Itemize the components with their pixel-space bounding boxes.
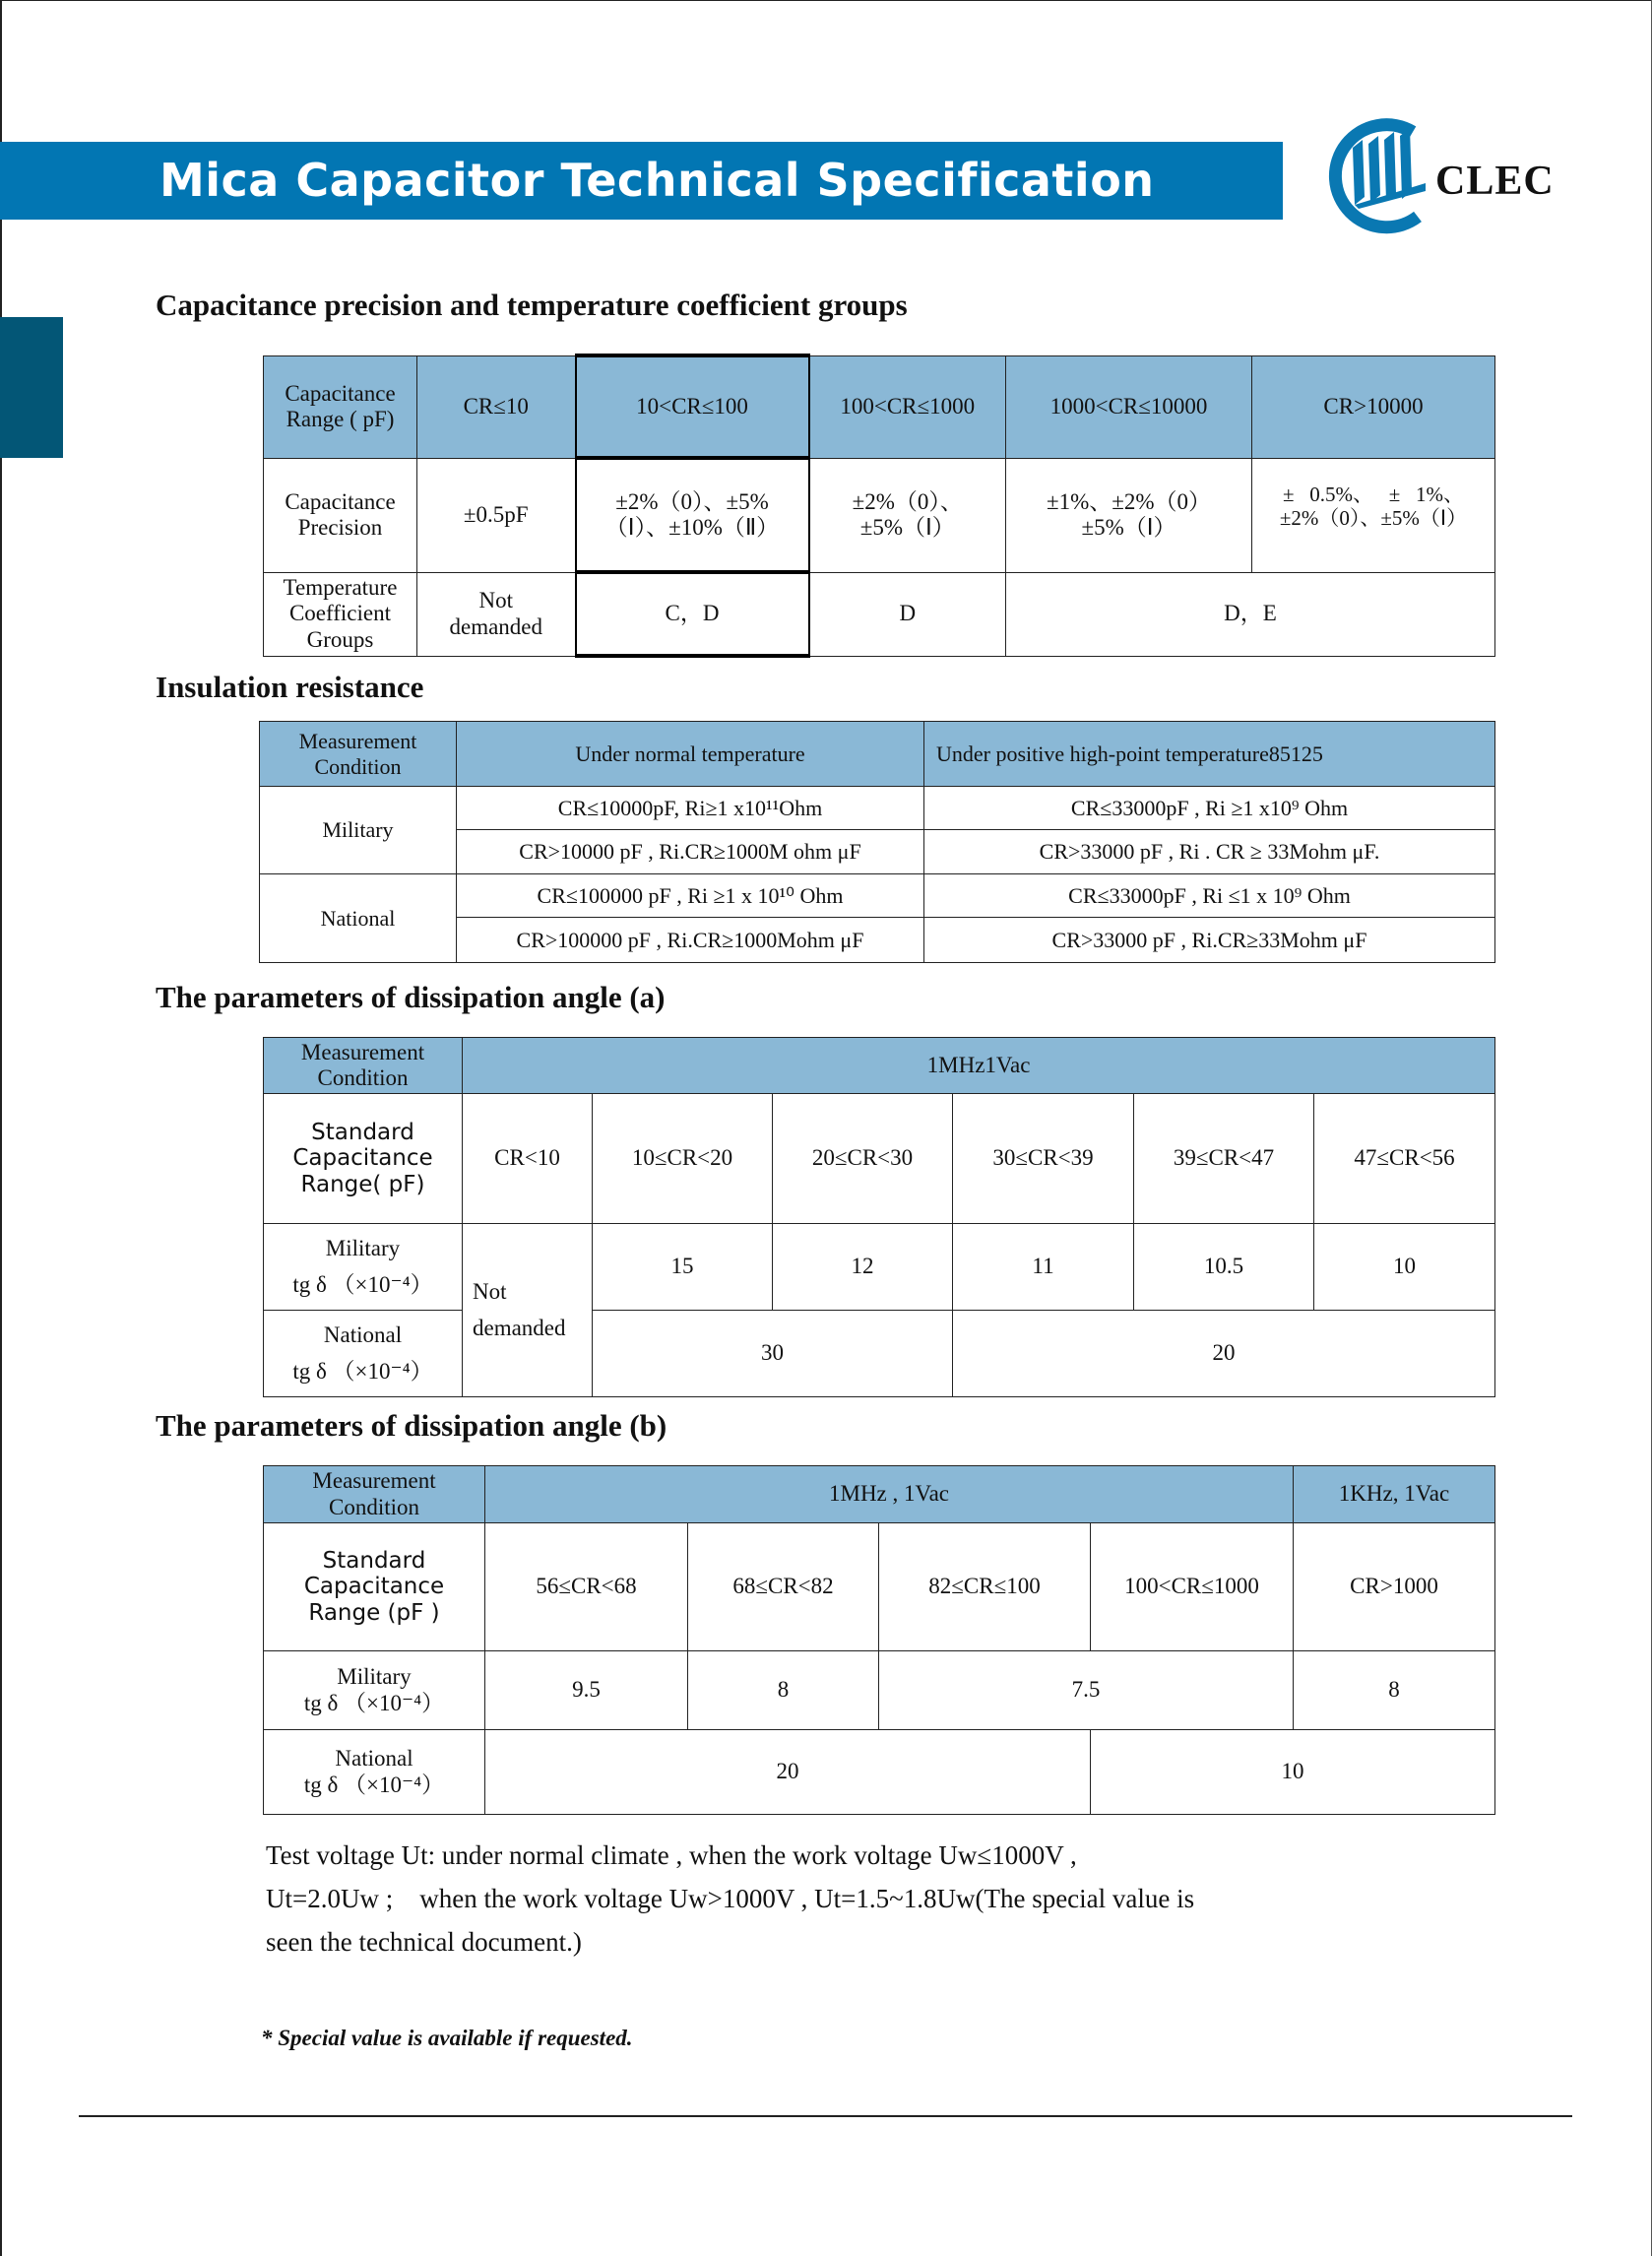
range-cell: CR>1000 bbox=[1294, 1523, 1495, 1651]
normal-temp-value: CR≤10000pF, Ri≥1 x10¹¹Ohm bbox=[457, 787, 924, 830]
range-cell: 82≤CR≤100 bbox=[879, 1523, 1091, 1651]
insulation-row bbox=[260, 874, 1495, 918]
insulation-header-row bbox=[260, 722, 1495, 787]
high-temp-value: CR≤33000pF , Ri ≤1 x 10⁹ Ohm bbox=[924, 874, 1495, 918]
precision-row-label: Capacitance Precision bbox=[264, 458, 417, 572]
group-military: Military bbox=[260, 787, 457, 874]
note-line: Ut=2.0Uw ; when the work voltage Uw>1000V , Ut=1.5~1.8Uw(The special value is bbox=[266, 1884, 1195, 1913]
condition-label: Measurement Condition bbox=[264, 1038, 463, 1094]
dissipation-a-table bbox=[263, 1037, 1495, 1397]
range-cell: 10<CR≤100 bbox=[576, 355, 809, 458]
precision-row bbox=[264, 458, 1495, 572]
precision-table bbox=[263, 354, 1495, 658]
military-value: 8 bbox=[1294, 1651, 1495, 1730]
precision-cell: ±2%（0）、 ±5%（Ⅰ） bbox=[809, 458, 1006, 572]
range-label: Standard Capacitance Range (pF ) bbox=[264, 1523, 485, 1651]
precision-cell: ±2%（0）、±5% （Ⅰ）、±10%（Ⅱ） bbox=[576, 458, 809, 572]
military-value: 10.5 bbox=[1134, 1224, 1314, 1311]
high-temp-value: CR>33000 pF , Ri . CR ≥ 33Mohm μF. bbox=[924, 830, 1495, 874]
normal-temp-value: CR>100000 pF , Ri.CR≥1000Mohm μF bbox=[457, 918, 924, 963]
temp-group-row bbox=[264, 572, 1495, 656]
side-tab-decoration bbox=[0, 317, 63, 458]
range-cell: 47≤CR<56 bbox=[1314, 1094, 1495, 1224]
military-row bbox=[264, 1224, 1495, 1311]
dissipation-b-table bbox=[263, 1465, 1495, 1815]
precision-cell: ±1%、±2%（0） ±5%（Ⅰ） bbox=[1006, 458, 1252, 572]
high-temp-value: CR>33000 pF , Ri.CR≥33Mohm μF bbox=[924, 918, 1495, 963]
note-line: seen the technical document.) bbox=[266, 1927, 582, 1957]
range-row bbox=[264, 1094, 1495, 1224]
clec-logo bbox=[1319, 110, 1565, 238]
military-value: 15 bbox=[593, 1224, 773, 1311]
range-cell: 30≤CR<39 bbox=[953, 1094, 1134, 1224]
range-cell: CR>10000 bbox=[1252, 355, 1495, 458]
range-cell: CR<10 bbox=[463, 1094, 593, 1224]
precision-cell: ± 0.5%、 ± 1%、 ±2%（0）、±5%（Ⅰ） bbox=[1252, 458, 1495, 572]
title-bar bbox=[0, 142, 1283, 220]
range-row bbox=[264, 1523, 1495, 1651]
logo-text: CLEC bbox=[1435, 159, 1555, 204]
military-value: 10 bbox=[1314, 1224, 1495, 1311]
temp-group-cell: D bbox=[809, 572, 1006, 656]
bottom-rule-divider bbox=[79, 2115, 1572, 2117]
precision-cell: ±0.5pF bbox=[417, 458, 576, 572]
range-label: Standard Capacitance Range( pF) bbox=[264, 1094, 463, 1224]
insulation-table bbox=[259, 721, 1495, 963]
range-cell: 39≤CR<47 bbox=[1134, 1094, 1314, 1224]
range-cell: 100<CR≤1000 bbox=[1091, 1523, 1294, 1651]
range-cell: 10≤CR<20 bbox=[593, 1094, 773, 1224]
condition-label: Measurement Condition bbox=[264, 1466, 485, 1523]
condition-value-1mhz: 1MHz , 1Vac bbox=[485, 1466, 1294, 1523]
national-value: 30 bbox=[593, 1311, 953, 1397]
test-voltage-note bbox=[266, 1834, 1447, 1964]
national-row bbox=[264, 1311, 1495, 1397]
military-label: Military tg δ （×10⁻⁴） bbox=[264, 1651, 485, 1730]
special-value-note: * Special value is available if requested. bbox=[261, 2026, 633, 2050]
range-cell: 56≤CR<68 bbox=[485, 1523, 688, 1651]
page-border-top bbox=[0, 0, 1652, 1]
military-label: Military tg δ （×10⁻⁴） bbox=[264, 1224, 463, 1311]
military-row bbox=[264, 1651, 1495, 1730]
header-normal-temp: Under normal temperature bbox=[457, 722, 924, 787]
note-line: Test voltage Ut: under normal climate , when the work voltage Uw≤1000V , bbox=[266, 1840, 1077, 1870]
national-value: 10 bbox=[1091, 1730, 1495, 1815]
dissipation-b-header-row bbox=[264, 1466, 1495, 1523]
dissipation-a-header-row bbox=[264, 1038, 1495, 1094]
header-condition: Measurement Condition bbox=[260, 722, 457, 787]
range-cell: 1000<CR≤10000 bbox=[1006, 355, 1252, 458]
range-row-label: Capacitance Range ( pF) bbox=[264, 355, 417, 458]
national-value: 20 bbox=[953, 1311, 1495, 1397]
section-title-precision: Capacitance precision and temperature coefficient groups bbox=[156, 288, 908, 322]
group-national: National bbox=[260, 874, 457, 963]
military-value: 12 bbox=[773, 1224, 953, 1311]
national-label: National tg δ （×10⁻⁴） bbox=[264, 1730, 485, 1815]
section-title-dissipation-b: The parameters of dissipation angle (b) bbox=[156, 1408, 667, 1443]
condition-value: 1MHz1Vac bbox=[463, 1038, 1495, 1094]
range-cell: CR≤10 bbox=[417, 355, 576, 458]
range-cell: 68≤CR<82 bbox=[688, 1523, 879, 1651]
high-temp-value: CR≤33000pF , Ri ≥1 x10⁹ Ohm bbox=[924, 787, 1495, 830]
temp-row-label: Temperature Coefficient Groups bbox=[264, 572, 417, 656]
military-value: 8 bbox=[688, 1651, 879, 1730]
national-value: 20 bbox=[485, 1730, 1091, 1815]
normal-temp-value: CR≤100000 pF , Ri ≥1 x 10¹⁰ Ohm bbox=[457, 874, 924, 918]
temp-group-cell: C，D bbox=[576, 572, 809, 656]
condition-value-1khz: 1KHz, 1Vac bbox=[1294, 1466, 1495, 1523]
section-title-dissipation-a: The parameters of dissipation angle (a) bbox=[156, 980, 666, 1014]
not-demanded-cell: Not demanded bbox=[463, 1224, 593, 1397]
national-label: National tg δ （×10⁻⁴） bbox=[264, 1311, 463, 1397]
military-value: 11 bbox=[953, 1224, 1134, 1311]
range-cell: 20≤CR<30 bbox=[773, 1094, 953, 1224]
section-title-insulation: Insulation resistance bbox=[156, 670, 424, 704]
insulation-row bbox=[260, 787, 1495, 830]
page-title: Mica Capacitor Technical Specification bbox=[159, 154, 1155, 207]
national-row bbox=[264, 1730, 1495, 1815]
normal-temp-value: CR>10000 pF , Ri.CR≥1000M ohm μF bbox=[457, 830, 924, 874]
precision-header-row bbox=[264, 355, 1495, 458]
header-high-temp: Under positive high-point temperature85125 bbox=[924, 722, 1495, 787]
temp-group-cell: Not demanded bbox=[417, 572, 576, 656]
clec-logo-icon bbox=[1319, 110, 1447, 238]
military-value: 9.5 bbox=[485, 1651, 688, 1730]
range-cell: 100<CR≤1000 bbox=[809, 355, 1006, 458]
military-value: 7.5 bbox=[879, 1651, 1294, 1730]
temp-group-cell: D，E bbox=[1006, 572, 1495, 656]
